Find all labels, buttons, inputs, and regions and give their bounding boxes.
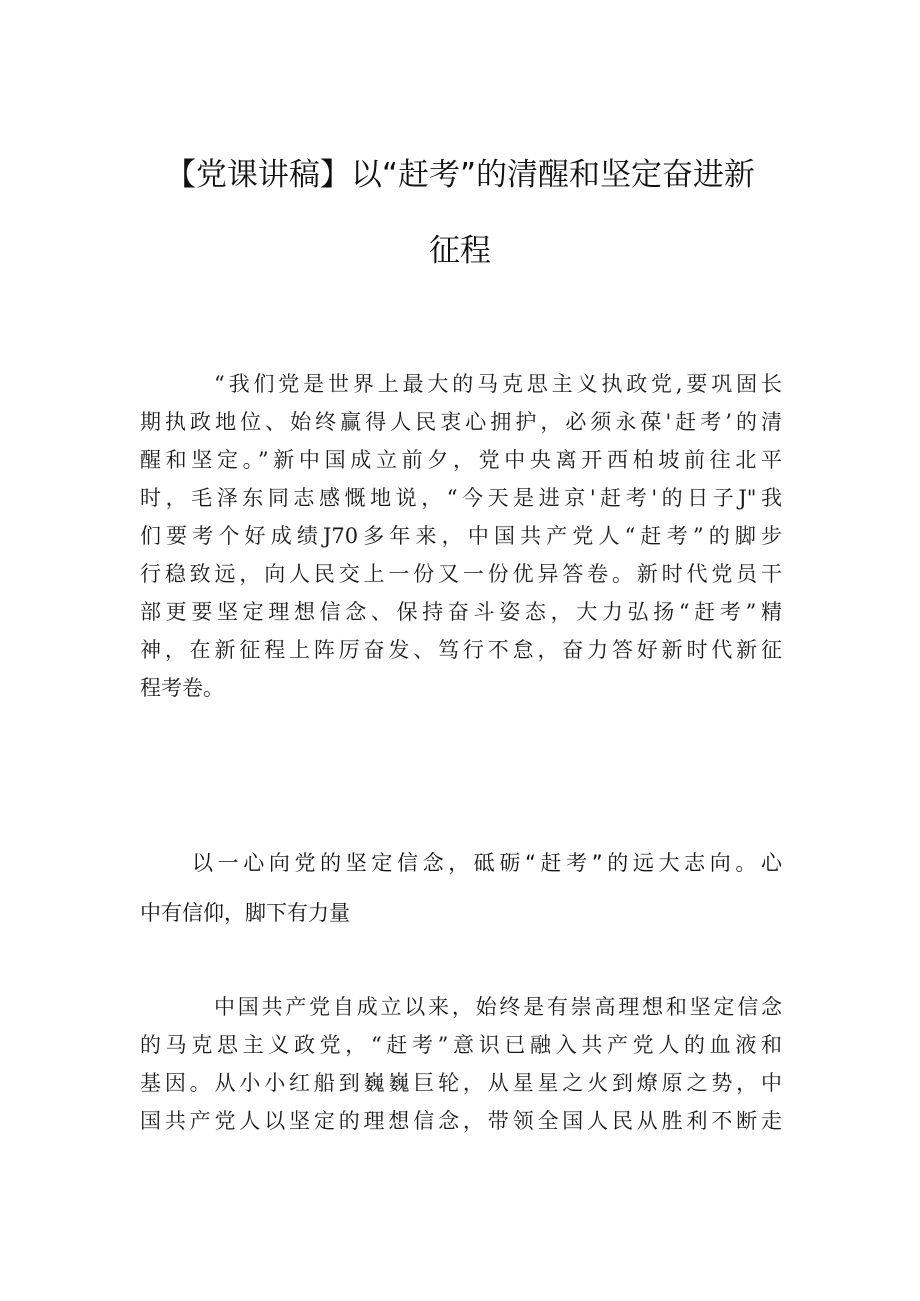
paragraph-line: 行稳致远，向人民交上一份又一份优异答卷。新时代党员干 (140, 562, 782, 586)
paragraph-line: 程考卷。 (140, 676, 224, 700)
paragraph-intro (140, 365, 782, 707)
section-heading (140, 838, 782, 938)
paragraph-line: 基因。从小小红船到巍巍巨轮，从星星之火到燎原之势，中 (140, 1071, 782, 1095)
document-title-line-1: 【党课讲稿】以“赶考”的清醒和坚定奋进新 (164, 157, 756, 193)
heading-line: 中有信仰，脚下有力量 (140, 901, 350, 925)
paragraph-line: 国共产党人以坚定的理想信念，带领全国人民从胜利不断走 (140, 1109, 782, 1133)
paragraph-line: 神，在新征程上阵厉奋发、笃行不怠，奋力答好新时代新征 (140, 638, 782, 662)
paragraph-line: 时，毛泽东同志感慨地说，“今天是进京'赶考'的日子J"我 (140, 486, 782, 510)
paragraph-line: 期执政地位、始终赢得人民衷心拥护，必须永葆'赶考’的清 (140, 410, 782, 434)
paragraph-line: 们要考个好成绩J70多年来，中国共产党人“赶考”的脚步 (140, 524, 782, 548)
paragraph-line: 醒和坚定。”新中国成立前夕，党中央离开西柏坡前往北平 (140, 448, 782, 472)
document-title-line-2: 征程 (429, 233, 491, 269)
paragraph-line: 中国共产党自成立以来，始终是有崇高理想和坚定信念 (214, 995, 782, 1019)
heading-line: 以一心向党的坚定信念，砥砺“赶考”的远大志向。心 (192, 851, 782, 875)
paragraph-body (140, 988, 782, 1140)
paragraph-line: 部更要坚定理想信念、保持奋斗姿态，大力弘扬“赶考”精 (140, 600, 782, 624)
paragraph-line: 的马克思主义政党，“赶考”意识已融入共产党人的血液和 (140, 1033, 782, 1057)
paragraph-line: “我们党是世界上最大的马克思主义执政党,要巩固长 (214, 372, 782, 396)
